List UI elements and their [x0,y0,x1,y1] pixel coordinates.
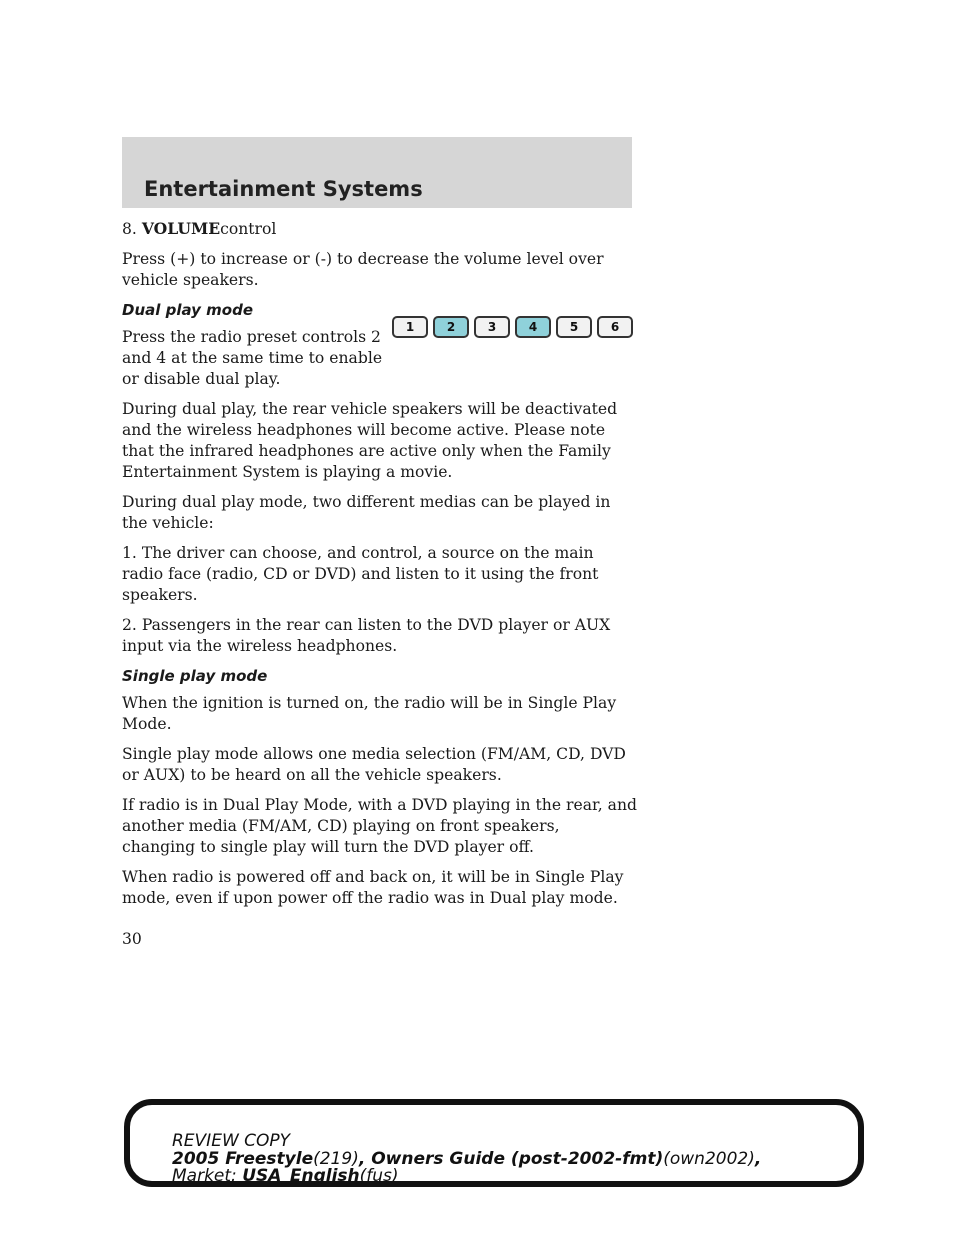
single-play-paragraph: Single play mode allows one media selection (FM/AM, CD, DVD or AUX) to be heard on all the vehicle speakers. [122,745,626,784]
market-code: (fus) [359,1166,399,1186]
preset-button-2: 2 [433,316,469,338]
vehicle-name: 2005 Freestyle [172,1149,314,1169]
single-play-paragraph: When radio is powered off and back on, it will be in Single Play mode, even if upon power off the radio was in Dual play mode. [122,868,624,907]
single-play-heading: Single play mode [122,667,268,685]
guide-name: Owners Guide (post-2002-fmt) [371,1149,664,1169]
radio-preset-diagram [392,316,633,338]
single-play-paragraph: When the ignition is turned on, the radio will be in Single Play Mode. [122,694,617,733]
vehicle-code: (219) [313,1149,359,1169]
dual-play-paragraph: During dual play mode, two different medias can be played in the vehicle: [122,493,611,532]
dual-play-paragraph: During dual play, the rear vehicle speakers will be deactivated and the wireless headphones will become active. Please note that the infrared headphones are active only when the Family Entertainment System is playing a movie. [122,400,618,481]
review-market-line [172,1166,399,1186]
review-label: REVIEW COPY [172,1131,291,1151]
volume-label: VOLUME [141,219,221,238]
volume-suffix: control [220,220,277,238]
market-label: Market: [172,1166,237,1186]
dual-play-list-item: 1. The driver can choose, and control, a source on the main radio face (radio, CD or DVD) and listen to it using the front speakers. [122,544,599,604]
dual-play-list-item: 2. Passengers in the rear can listen to the DVD player or AUX input via the wireless headphones. [122,616,611,655]
page-number: 30 [122,930,142,948]
preset-button-1: 1 [392,316,428,338]
separator: , [358,1149,372,1169]
section-header [122,137,632,208]
single-play-paragraph: If radio is in Dual Play Mode, with a DVD playing in the rear, and another media (FM/AM, CD) playing on front speakers, changing to single play will turn the DVD player off. [122,796,637,856]
volume-text: Press (+) to increase or (-) to decrease the volume level over vehicle speakers. [122,250,604,289]
volume-heading [122,218,637,240]
section-title: Entertainment Systems [144,177,423,201]
preset-button-6: 6 [597,316,633,338]
item-number: 8. [122,220,142,238]
preset-button-3: 3 [474,316,510,338]
dual-play-heading: Dual play mode [122,301,254,319]
preset-button-5: 5 [556,316,592,338]
review-copy-footer [124,1099,864,1187]
preset-button-4: 4 [515,316,551,338]
dual-play-intro: Press the radio preset controls 2 and 4 at the same time to enable or disable dual play. [122,328,383,388]
separator: , [754,1149,762,1169]
guide-code: (own2002) [663,1149,755,1169]
market-name: USA_English [242,1166,360,1186]
